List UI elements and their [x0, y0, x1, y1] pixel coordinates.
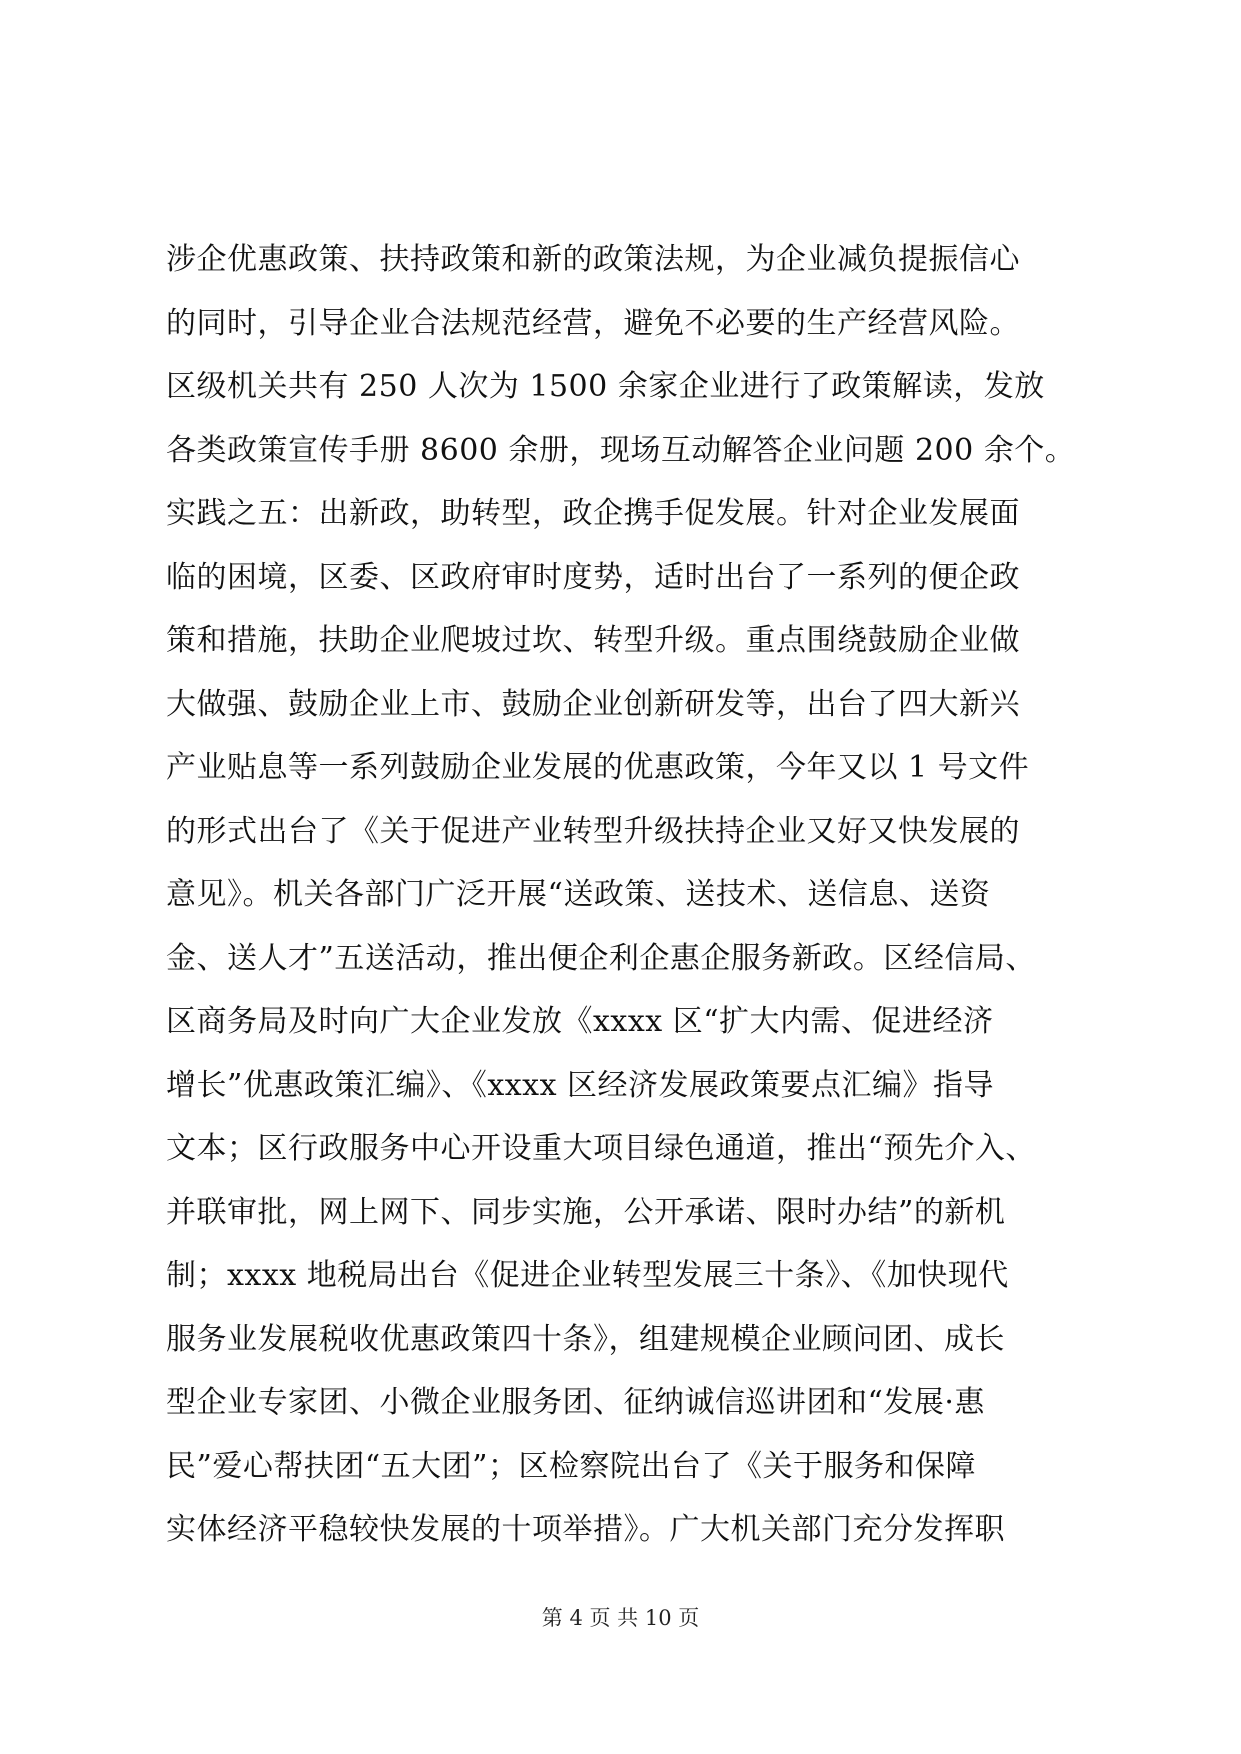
text-line: 各类政策宣传手册 8600 余册，现场互动解答企业问题 200 余个。 [166, 432, 1076, 468]
text-line: 实践之五：出新政，助转型，政企携手促发展。针对企业发展面 [166, 496, 1020, 531]
text-line: 实体经济平稳较快发展的十项举措》。广大机关部门充分发挥职 [166, 1512, 1005, 1547]
text-line: 民”爱心帮扶团“五大团”；区检察院出台了《关于服务和保障 [166, 1448, 977, 1484]
text-line: 区级机关共有 250 人次为 1500 余家企业进行了政策解读，发放 [166, 369, 1045, 404]
text-line: 金、送人才”五送活动，推出便企利企惠企服务新政。区经信局、 [166, 940, 1036, 976]
text-line: 文本；区行政服务中心开设重大项目绿色通道，推出“预先介入、 [166, 1131, 1036, 1166]
text-line: 增长”优惠政策汇编》、《xxxx 区经济发展政策要点汇编》指导 [166, 1067, 995, 1103]
text-line: 的形式出台了《关于促进产业转型升级扶持企业又好又快发展的 [166, 813, 1020, 849]
text-line: 服务业发展税收优惠政策四十条》，组建规模企业顾问团、成长 [166, 1321, 1005, 1357]
text-line: 并联审批，网上网下、同步实施，公开承诺、限时办结”的新机 [166, 1194, 1006, 1230]
text-line: 型企业专家团、小微企业服务团、征纳诚信巡讲团和“发展·惠 [166, 1385, 985, 1420]
text-line: 区商务局及时向广大企业发放《xxxx 区“扩大内需、促进经济 [166, 1004, 994, 1039]
page-number-footer: 第 4 页 共 10 页 [541, 1606, 700, 1630]
text-line: 产业贴息等一系列鼓励企业发展的优惠政策，今年又以 1 号文件 [166, 750, 1030, 785]
text-line: 大做强、鼓励企业上市、鼓励企业创新研发等，出台了四大新兴 [166, 686, 1020, 722]
body-text [166, 228, 1086, 1562]
text-line: 涉企优惠政策、扶持政策和新的政策法规，为企业减负提振信心 [166, 242, 1020, 277]
text-line: 临的困境，区委、区政府审时度势，适时出台了一系列的便企政 [166, 559, 1020, 595]
text-line: 的同时，引导企业合法规范经营，避免不必要的生产经营风险。 [166, 305, 1020, 341]
text-line: 意见》。机关各部门广泛开展“送政策、送技术、送信息、送资 [166, 877, 991, 912]
text-line: 策和措施，扶助企业爬坡过坎、转型升级。重点围绕鼓励企业做 [166, 623, 1020, 658]
text-line: 制；xxxx 地税局出台《促进企业转型发展三十条》、《加快现代 [166, 1258, 1009, 1293]
